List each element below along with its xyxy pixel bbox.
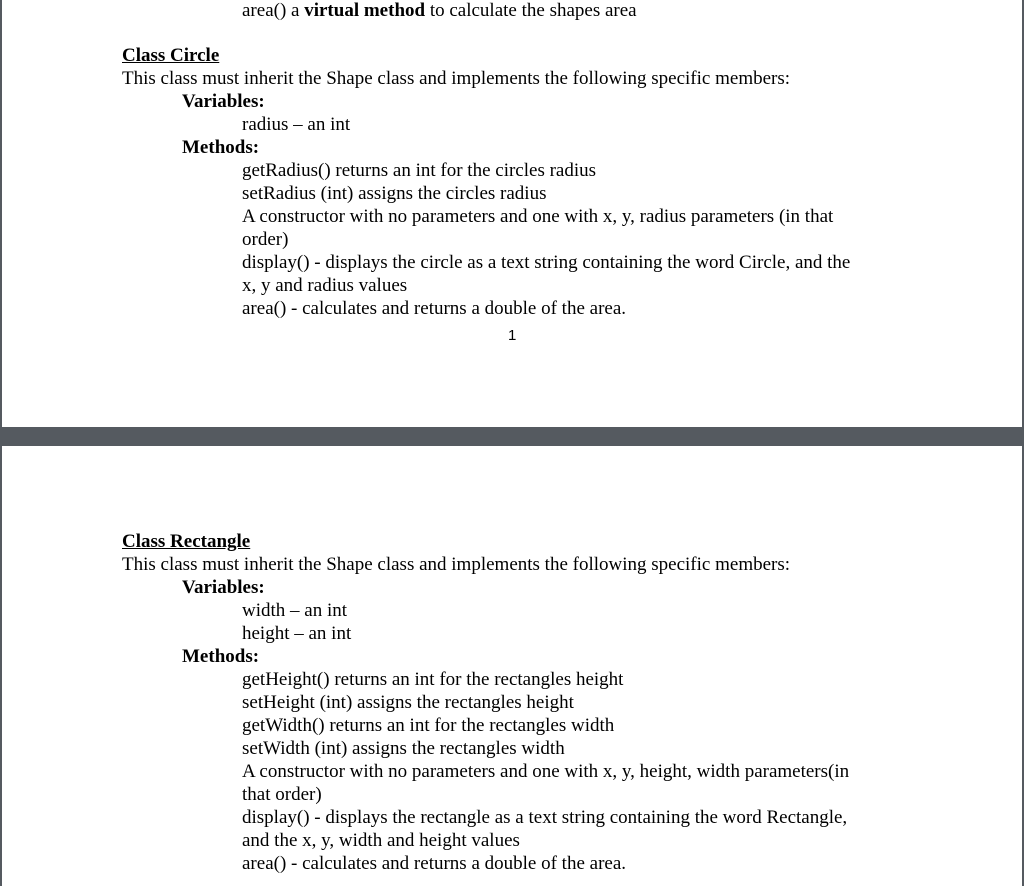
document-page-1 — [2, 0, 1022, 427]
method-item: A constructor with no parameters and one with x, y, height, width parameters(in — [242, 761, 850, 782]
class-circle-intro: This class must inherit the Shape class and implements the following specific members: — [122, 68, 791, 89]
area-virtual-method-line — [242, 0, 637, 22]
method-item: A constructor with no parameters and one with x, y, radius parameters (in that — [242, 206, 834, 227]
method-item: and the x, y, width and height values — [242, 830, 520, 851]
method-item: getRadius() returns an int for the circles radius — [242, 160, 597, 181]
method-item: setHeight (int) assigns the rectangles height — [242, 692, 574, 713]
method-item: display() - displays the rectangle as a text string containing the word Rectangle, — [242, 807, 848, 828]
document-page-2 — [2, 446, 1022, 886]
method-item: area() - calculates and returns a double of the area. — [242, 853, 627, 874]
class-rectangle-intro: This class must inherit the Shape class and implements the following specific members: — [122, 554, 791, 575]
method-item: getHeight() returns an int for the rectangles height — [242, 669, 624, 690]
variables-label: Variables: — [182, 91, 265, 112]
method-item: getWidth() returns an int for the rectangles width — [242, 715, 615, 736]
methods-label: Methods: — [182, 137, 260, 158]
line-text: to calculate the shapes area — [425, 0, 637, 21]
method-item: setRadius (int) assigns the circles radius — [242, 183, 547, 204]
variables-label: Variables: — [182, 577, 265, 598]
method-item: order) — [242, 229, 289, 250]
variable-item: height – an int — [242, 623, 352, 644]
virtual-method-bold: virtual method — [304, 0, 426, 21]
variable-item: radius – an int — [242, 114, 351, 135]
method-item: setWidth (int) assigns the rectangles width — [242, 738, 565, 759]
variable-item: width – an int — [242, 600, 348, 621]
method-item: x, y and radius values — [242, 275, 408, 296]
class-rectangle-heading: Class Rectangle — [122, 531, 251, 552]
page-number: 1 — [508, 327, 517, 344]
class-circle-heading: Class Circle — [122, 45, 220, 66]
methods-label: Methods: — [182, 646, 260, 667]
method-item: area() - calculates and returns a double of the area. — [242, 298, 627, 319]
method-item: that order) — [242, 784, 322, 805]
line-text: area() a — [242, 0, 305, 21]
method-item: display() - displays the circle as a text string containing the word Circle, and the — [242, 252, 851, 273]
